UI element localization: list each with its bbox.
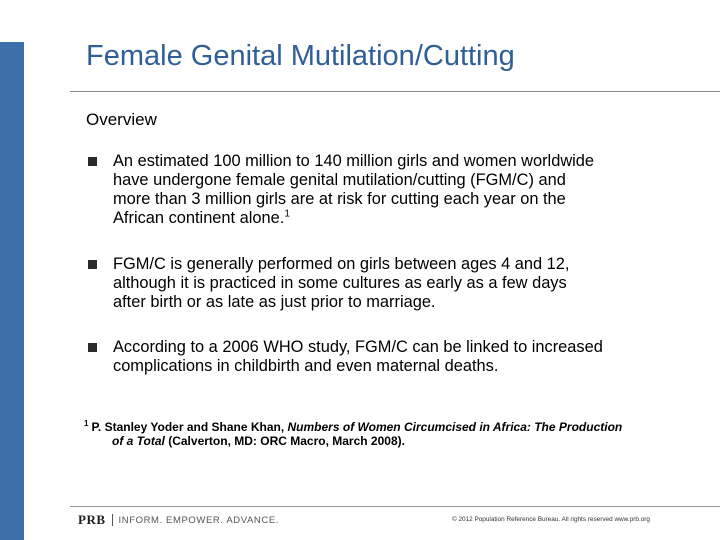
citation-superscript: 1 — [284, 208, 290, 220]
slide-subtitle: Overview — [86, 110, 157, 129]
logo-separator — [112, 514, 113, 526]
bullet-text: According to a 2006 WHO study, FGM/C can be linked to increased complications in childbirth and even maternal deaths. — [113, 338, 603, 375]
slide-title: Female Genital Mutilation/Cutting — [86, 40, 515, 72]
bullet-item — [86, 338, 686, 376]
bullet-square-icon — [88, 157, 97, 166]
logo-tagline: INFORM. EMPOWER. ADVANCE. — [118, 514, 280, 526]
bullet-square-icon — [88, 260, 97, 269]
footnote-marker: 1 — [84, 419, 89, 428]
bullet-text: An estimated 100 million to 140 million girls and women worldwide have undergone female genital mutilation/cutting (FGM/C) and more than 3 million girls are at risk for cutting each year on the African continent alone.$^1$ — [113, 152, 595, 227]
title-divider — [70, 91, 720, 92]
logo-wordmark: PRB — [78, 512, 106, 527]
prb-logo — [78, 512, 279, 528]
footer-divider — [70, 506, 720, 507]
left-accent-bar — [0, 42, 24, 540]
bullet-text: FGM/C is generally performed on girls between ages 4 and 12, although it is practiced in some cultures as early as a few days after birth or as late as just prior to marriage. — [113, 255, 570, 311]
bullet-item — [86, 152, 686, 228]
bullet-square-icon — [88, 343, 97, 352]
bullet-item — [86, 255, 686, 312]
footnote: $^1$ P. Stanley Yoder and Shane Khan, Numbers of Women Circumcised in Africa: The Production of a Total (Calverton, MD: ORC Macro, March 2008). — [84, 419, 623, 448]
copyright-notice: © 2012 Population Reference Bureau. All rights reserved www.prb.org — [452, 516, 650, 523]
